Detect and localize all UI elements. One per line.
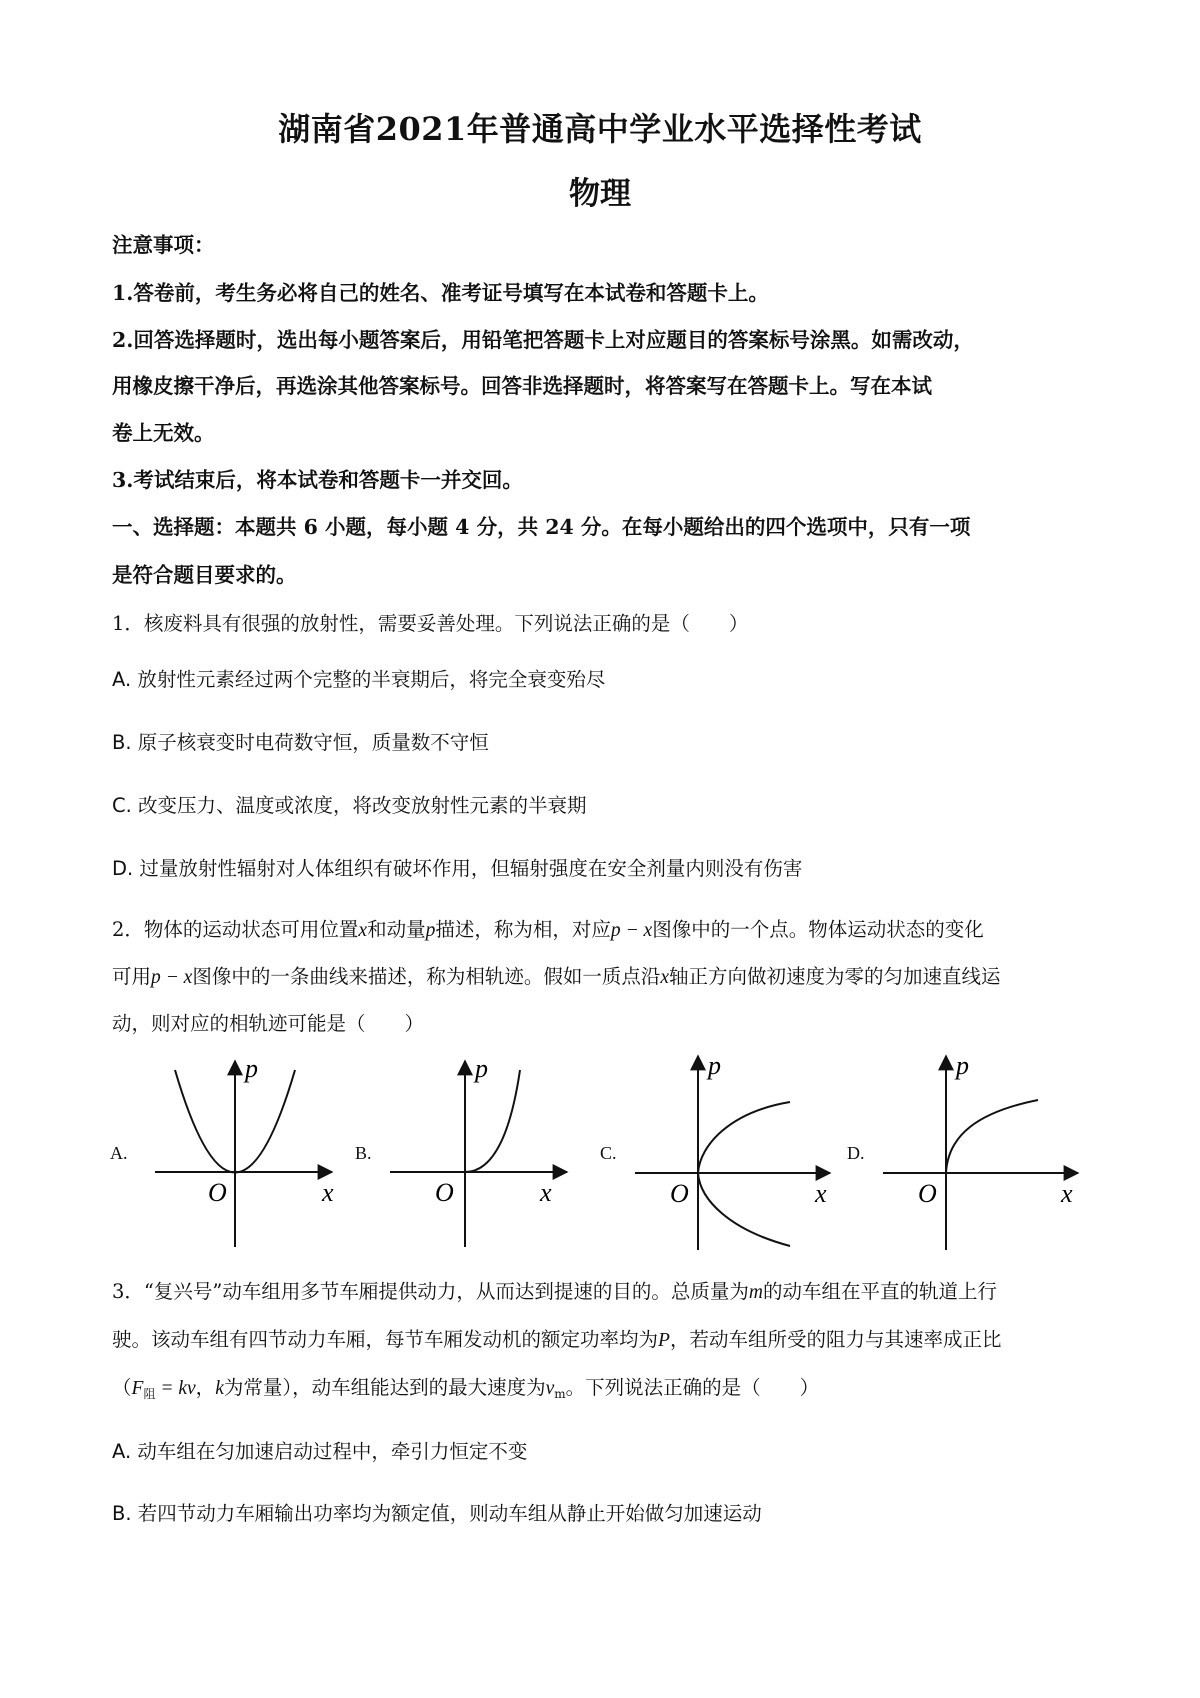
q2-text: 图像中的一个点。物体运动状态的变化 [652, 918, 984, 941]
notice-item-1: 1.答卷前，考生务必将自己的姓名、准考证号填写在本试卷和答题卡上。 [112, 281, 769, 305]
origin-label: O [918, 1179, 937, 1208]
p-axis-label: p [956, 1051, 969, 1080]
q2-stem-line3: 动，则对应的相轨迹可能是（ ） [112, 1012, 425, 1035]
q1-option-c [112, 790, 1102, 818]
q2-math-x: x [660, 967, 670, 988]
section-heading-line1: 一、选择题：本题共 6 小题，每小题 4 分，共 24 分。在每小题给出的四个选项中，只有一项 [112, 515, 971, 539]
q3-stem-line3 [112, 1372, 1102, 1402]
q1-option-b-text: 原子核衰变时电荷数守恒，质量数不守恒 [137, 731, 489, 754]
q3-text: ， [195, 1376, 216, 1399]
q1-option-c-letter: C. [112, 794, 132, 817]
q2-graph-d-label: D. [847, 1143, 865, 1163]
p-axis-label: p [708, 1051, 721, 1080]
q2-math-x: x [358, 920, 368, 941]
notice-item-2-line2: 用橡皮擦干净后，再选涂其他答案标号。回答非选择题时，将答案写在答题卡上。写在本试 [112, 374, 932, 398]
q1-option-d-text: 过量放射性辐射对人体组织有破坏作用，但辐射强度在安全剂量内则没有伤害 [139, 857, 803, 880]
x-axis-label: x [1061, 1179, 1073, 1208]
q1-option-d-letter: D. [112, 857, 134, 880]
q2-math-p-x: p − x [610, 920, 653, 941]
phase-curve [946, 1100, 1038, 1173]
q2-text: 可用 [112, 965, 152, 988]
q3-math-eq: = kv [155, 1378, 196, 1399]
q2-text: 和动量 [367, 918, 426, 941]
origin-label: O [435, 1178, 454, 1207]
q2-stem-line1 [112, 914, 1102, 942]
origin-label: O [208, 1178, 227, 1207]
q3-option-b [112, 1498, 1102, 1526]
q2-text: 2．物体的运动状态可用位置 [112, 918, 359, 941]
q2-graph-a-label: A. [110, 1143, 128, 1163]
x-axis-label: x [815, 1179, 827, 1208]
section-heading-line2: 是符合题目要求的。 [112, 563, 297, 587]
q3-math-v: v [545, 1378, 555, 1399]
q2-stem-line2 [112, 961, 1102, 989]
phase-curve [465, 1070, 520, 1172]
q3-text: 。下列说法正确的是（ ） [565, 1376, 820, 1399]
q2-text: 描述，称为相，对应 [435, 918, 611, 941]
q3-option-a-letter: A. [112, 1440, 132, 1463]
q2-graph-b [385, 1055, 575, 1250]
page-title: 湖南省2021年普通高中学业水平选择性考试 [278, 110, 922, 148]
q3-option-a-text: 动车组在匀加速启动过程中，牵引力恒定不变 [137, 1440, 528, 1463]
q3-stem-line2 [112, 1324, 1102, 1352]
notice-heading: 注意事项： [112, 233, 215, 257]
q3-option-a [112, 1436, 1102, 1464]
q1-option-a-text: 放射性元素经过两个完整的半衰期后，将完全衰变殆尽 [137, 668, 606, 691]
p-axis-label: p [245, 1055, 258, 1083]
q3-text: 的动车组在平直的轨道上行 [762, 1280, 997, 1303]
q3-text: 为常量），动车组能达到的最大速度为 [223, 1376, 546, 1399]
q3-math-f: F [131, 1378, 144, 1399]
q3-option-b-letter: B. [112, 1502, 132, 1525]
q3-text: （ [112, 1376, 132, 1399]
q2-graph-c-label: C. [600, 1143, 617, 1163]
q2-math-p-x: p − x [151, 967, 193, 988]
x-axis-label: x [540, 1178, 552, 1207]
q3-stem-line1 [112, 1276, 1102, 1304]
q3-text: 驶。该动车组有四节动力车厢，每节车厢发动机的额定功率均为 [112, 1328, 659, 1351]
q3-math-f-subscript: 阻 [143, 1387, 156, 1401]
q2-graph-c [630, 1050, 840, 1255]
q2-graph-b-label: B. [355, 1143, 372, 1163]
notice-item-3: 3.考试结束后，将本试卷和答题卡一并交回。 [112, 468, 523, 492]
q1-option-d [112, 853, 1102, 881]
q2-graph-a [150, 1055, 340, 1250]
origin-label: O [670, 1179, 689, 1208]
q3-math-k: k [215, 1378, 224, 1399]
q2-text: 图像中的一条曲线来描述，称为相轨迹。假如一质点沿 [192, 965, 661, 988]
q1-option-b [112, 727, 1102, 755]
subject-title: 物理 [569, 176, 631, 212]
q3-math-p: P [658, 1330, 670, 1351]
q3-math-v-subscript: m [554, 1387, 566, 1401]
q2-text: 轴正方向做初速度为零的匀加速直线运 [669, 965, 1001, 988]
notice-item-2-line1: 2.回答选择题时，选出每小题答案后，用铅笔把答题卡上对应题目的答案标号涂黑。如需改动， [112, 328, 974, 352]
q3-text: 3．“复兴号”动车组用多节车厢提供动力，从而达到提速的目的。总质量为 [112, 1280, 749, 1303]
x-axis-label: x [322, 1178, 334, 1207]
q3-text: ，若动车组所受的阻力与其速率成正比 [669, 1328, 1002, 1351]
q1-option-a [112, 664, 1102, 692]
q1-option-c-text: 改变压力、温度或浓度，将改变放射性元素的半衰期 [138, 794, 587, 817]
q1-stem: 1．核废料具有很强的放射性，需要妥善处理。下列说法正确的是（ ） [112, 612, 749, 635]
q2-graph-d [878, 1050, 1088, 1255]
notice-item-2-line3: 卷上无效。 [112, 421, 215, 445]
q3-option-b-text: 若四节动力车厢输出功率均为额定值，则动车组从静止开始做匀加速运动 [137, 1502, 762, 1525]
q1-option-a-letter: A. [112, 668, 132, 691]
p-axis-label: p [475, 1055, 488, 1083]
q3-math-m: m [748, 1282, 763, 1303]
q2-math-p: p [425, 920, 436, 941]
q1-option-b-letter: B. [112, 731, 132, 754]
